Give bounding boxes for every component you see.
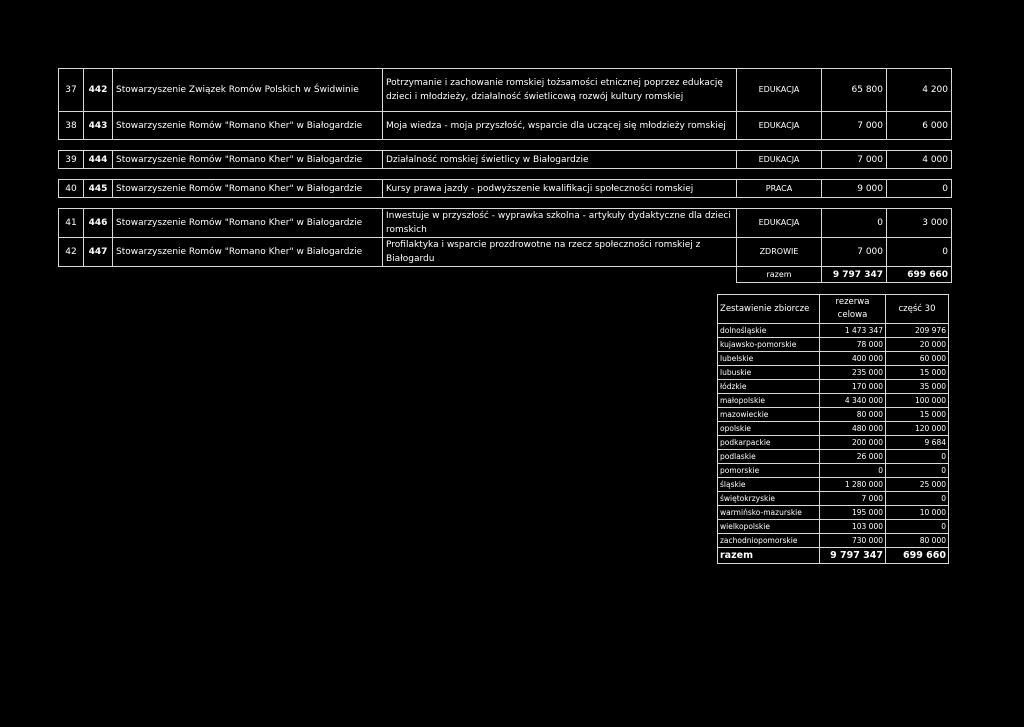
voivodeship-part30: 25 000 bbox=[886, 478, 949, 492]
voivodeship-name: lubelskie bbox=[718, 352, 820, 366]
voivodeship-name: małopolskie bbox=[718, 394, 820, 408]
amount-reserve: 7 000 bbox=[822, 112, 887, 140]
voivodeship-name: kujawsko-pomorskie bbox=[718, 338, 820, 352]
voivodeship-part30: 60 000 bbox=[886, 352, 949, 366]
total-reserve: 9 797 347 bbox=[822, 267, 887, 283]
voivodeship-reserve: 200 000 bbox=[820, 436, 886, 450]
spacer-cell bbox=[59, 198, 952, 209]
organization-name: Stowarzyszenie Romów "Romano Kher" w Białogardzie bbox=[113, 112, 383, 140]
table-row bbox=[59, 238, 952, 267]
table-row bbox=[59, 151, 952, 169]
voivodeship-reserve: 1 280 000 bbox=[820, 478, 886, 492]
spacer-cell bbox=[59, 140, 952, 151]
summary-row bbox=[718, 380, 949, 394]
amount-part30: 0 bbox=[887, 180, 952, 198]
amount-part30: 6 000 bbox=[887, 112, 952, 140]
summary-row bbox=[718, 464, 949, 478]
voivodeship-reserve: 103 000 bbox=[820, 520, 886, 534]
summary-row bbox=[718, 366, 949, 380]
summary-row bbox=[718, 422, 949, 436]
voivodeship-part30: 15 000 bbox=[886, 408, 949, 422]
voivodeship-reserve: 400 000 bbox=[820, 352, 886, 366]
organization-name: Stowarzyszenie Romów "Romano Kher" w Białogardzie bbox=[113, 238, 383, 267]
voivodeship-name: świętokrzyskie bbox=[718, 492, 820, 506]
voivodeship-name: dolnośląskie bbox=[718, 324, 820, 338]
voivodeship-name: wielkopolskie bbox=[718, 520, 820, 534]
amount-part30: 3 000 bbox=[887, 209, 952, 238]
summary-row bbox=[718, 338, 949, 352]
task-title: Moja wiedza - moja przyszłość, wsparcie dla uczącej się młodzieży romskiej bbox=[383, 112, 737, 140]
voivodeship-name: pomorskie bbox=[718, 464, 820, 478]
summary-total-label: razem bbox=[718, 548, 820, 564]
voivodeship-reserve: 235 000 bbox=[820, 366, 886, 380]
voivodeship-reserve: 7 000 bbox=[820, 492, 886, 506]
task-title: Kursy prawa jazdy - podwyższenie kwalifikacji społeczności romskiej bbox=[383, 180, 737, 198]
voivodeship-name: lubuskie bbox=[718, 366, 820, 380]
row-number: 42 bbox=[59, 238, 84, 267]
task-category: EDUKACJA bbox=[737, 112, 822, 140]
task-category: EDUKACJA bbox=[737, 209, 822, 238]
table-row bbox=[59, 209, 952, 238]
voivodeship-part30: 80 000 bbox=[886, 534, 949, 548]
organization-name: Stowarzyszenie Romów "Romano Kher" w Białogardzie bbox=[113, 180, 383, 198]
organization-name: Stowarzyszenie Związek Romów Polskich w Świdwinie bbox=[113, 69, 383, 112]
voivodeship-reserve: 480 000 bbox=[820, 422, 886, 436]
amount-reserve: 7 000 bbox=[822, 238, 887, 267]
voivodeship-part30: 0 bbox=[886, 492, 949, 506]
summary-col-part30: część 30 bbox=[886, 295, 949, 324]
application-number: 445 bbox=[84, 180, 113, 198]
row-spacer bbox=[59, 198, 952, 209]
voivodeship-name: śląskie bbox=[718, 478, 820, 492]
voivodeship-name: podkarpackie bbox=[718, 436, 820, 450]
task-category: ZDROWIE bbox=[737, 238, 822, 267]
amount-reserve: 7 000 bbox=[822, 151, 887, 169]
total-label: razem bbox=[737, 267, 822, 283]
voivodeship-part30: 209 976 bbox=[886, 324, 949, 338]
amount-part30: 4 000 bbox=[887, 151, 952, 169]
summary-header-row bbox=[718, 295, 949, 324]
voivodeship-part30: 9 684 bbox=[886, 436, 949, 450]
summary-table bbox=[717, 294, 949, 564]
summary-row bbox=[718, 450, 949, 464]
summary-row bbox=[718, 436, 949, 450]
voivodeship-name: opolskie bbox=[718, 422, 820, 436]
voivodeship-reserve: 4 340 000 bbox=[820, 394, 886, 408]
summary-row bbox=[718, 534, 949, 548]
amount-part30: 0 bbox=[887, 238, 952, 267]
voivodeship-part30: 10 000 bbox=[886, 506, 949, 520]
summary-row bbox=[718, 408, 949, 422]
summary-row bbox=[718, 506, 949, 520]
grants-table bbox=[58, 68, 952, 283]
task-title: Profilaktyka i wsparcie prozdrowotne na rzecz społeczności romskiej z Białogardu bbox=[383, 238, 737, 267]
summary-row bbox=[718, 492, 949, 506]
task-title: Działalność romskiej świetlicy w Białogardzie bbox=[383, 151, 737, 169]
amount-part30: 4 200 bbox=[887, 69, 952, 112]
voivodeship-reserve: 0 bbox=[820, 464, 886, 478]
task-category: EDUKACJA bbox=[737, 69, 822, 112]
row-number: 37 bbox=[59, 69, 84, 112]
voivodeship-name: zachodniopomorskie bbox=[718, 534, 820, 548]
summary-total-row bbox=[718, 548, 949, 564]
row-spacer bbox=[59, 169, 952, 180]
amount-reserve: 0 bbox=[822, 209, 887, 238]
voivodeship-part30: 0 bbox=[886, 450, 949, 464]
total-part30: 699 660 bbox=[887, 267, 952, 283]
row-spacer bbox=[59, 140, 952, 151]
voivodeship-part30: 0 bbox=[886, 520, 949, 534]
task-title: Potrzymanie i zachowanie romskiej tożsamości etnicznej poprzez edukację dzieci i młodzieży, działalność świetlicową rozwój kultury romskiej bbox=[383, 69, 737, 112]
row-number: 39 bbox=[59, 151, 84, 169]
summary-total-part30: 699 660 bbox=[886, 548, 949, 564]
row-number: 41 bbox=[59, 209, 84, 238]
summary-row bbox=[718, 394, 949, 408]
voivodeship-name: łódzkie bbox=[718, 380, 820, 394]
application-number: 444 bbox=[84, 151, 113, 169]
summary-total-reserve: 9 797 347 bbox=[820, 548, 886, 564]
table-row bbox=[59, 112, 952, 140]
application-number: 446 bbox=[84, 209, 113, 238]
voivodeship-part30: 120 000 bbox=[886, 422, 949, 436]
total-row bbox=[59, 267, 952, 283]
application-number: 443 bbox=[84, 112, 113, 140]
voivodeship-reserve: 26 000 bbox=[820, 450, 886, 464]
spacer-cell bbox=[59, 169, 952, 180]
organization-name: Stowarzyszenie Romów "Romano Kher" w Białogardzie bbox=[113, 209, 383, 238]
voivodeship-name: mazowieckie bbox=[718, 408, 820, 422]
application-number: 447 bbox=[84, 238, 113, 267]
amount-reserve: 9 000 bbox=[822, 180, 887, 198]
application-number: 442 bbox=[84, 69, 113, 112]
summary-row bbox=[718, 520, 949, 534]
voivodeship-reserve: 1 473 347 bbox=[820, 324, 886, 338]
voivodeship-reserve: 730 000 bbox=[820, 534, 886, 548]
task-category: EDUKACJA bbox=[737, 151, 822, 169]
organization-name: Stowarzyszenie Romów "Romano Kher" w Białogardzie bbox=[113, 151, 383, 169]
voivodeship-part30: 35 000 bbox=[886, 380, 949, 394]
voivodeship-name: podlaskie bbox=[718, 450, 820, 464]
summary-row bbox=[718, 352, 949, 366]
table-row bbox=[59, 69, 952, 112]
summary-row bbox=[718, 478, 949, 492]
voivodeship-part30: 20 000 bbox=[886, 338, 949, 352]
voivodeship-name: warmińsko-mazurskie bbox=[718, 506, 820, 520]
row-number: 38 bbox=[59, 112, 84, 140]
summary-col-reserve: rezerwa celowa bbox=[820, 295, 886, 324]
voivodeship-reserve: 170 000 bbox=[820, 380, 886, 394]
row-number: 40 bbox=[59, 180, 84, 198]
voivodeship-reserve: 195 000 bbox=[820, 506, 886, 520]
summary-title: Zestawienie zbiorcze bbox=[718, 295, 820, 324]
amount-reserve: 65 800 bbox=[822, 69, 887, 112]
voivodeship-part30: 0 bbox=[886, 464, 949, 478]
voivodeship-part30: 15 000 bbox=[886, 366, 949, 380]
voivodeship-part30: 100 000 bbox=[886, 394, 949, 408]
summary-row bbox=[718, 324, 949, 338]
task-category: PRACA bbox=[737, 180, 822, 198]
voivodeship-reserve: 80 000 bbox=[820, 408, 886, 422]
total-blank bbox=[59, 267, 737, 283]
task-title: Inwestuje w przyszłość - wyprawka szkolna - artykuły dydaktyczne dla dzieci romskich bbox=[383, 209, 737, 238]
table-row bbox=[59, 180, 952, 198]
voivodeship-reserve: 78 000 bbox=[820, 338, 886, 352]
